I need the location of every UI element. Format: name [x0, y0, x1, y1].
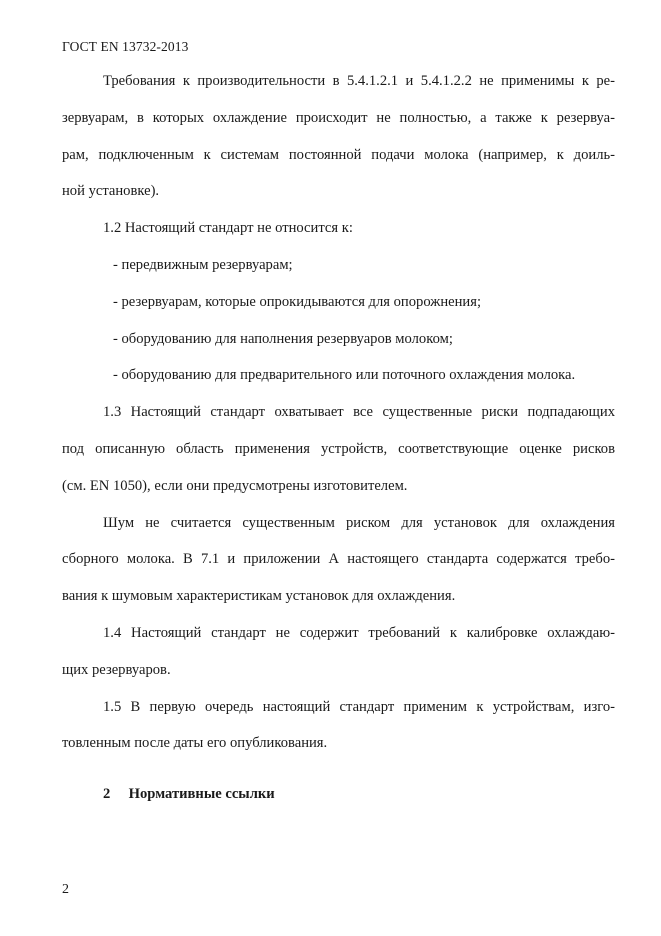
spacer: [62, 769, 615, 783]
text-line: 1.3 Настоящий стандарт охватывает все существенные риски подпадающих: [103, 404, 615, 421]
clause-1-2-intro: 1.2 Настоящий стандарт не относится к:: [103, 220, 353, 237]
text-line: сборного молока. В 7.1 и приложении А настоящего стандарта содержатся требо-: [62, 551, 615, 568]
page-body: [62, 70, 615, 813]
list-item: - оборудованию для предварительного или поточного охлаждения молока.: [113, 367, 576, 384]
text-line: зервуарам, в которых охлаждение происходит не полностью, а также к резервуа-: [62, 109, 615, 126]
text-line: Шум не считается существенным риском для установок для охлаждения: [103, 514, 615, 531]
text-line: ной установке).: [62, 183, 160, 200]
document-header: ГОСТ EN 13732-2013: [62, 39, 189, 54]
text-line: вания к шумовым характеристикам установок для охлаждения.: [62, 588, 456, 605]
list-item: - передвижным резервуарам;: [113, 256, 293, 273]
list-item: - резервуарам, которые опрокидываются для опорожнения;: [113, 293, 482, 310]
text-line: под описанную область применения устройств, соответствующие оценке рисков: [62, 440, 615, 457]
section-title: Нормативные ссылки: [128, 786, 275, 803]
text-line: 1.5 В первую очередь настоящий стандарт применим к устройствам, изго-: [103, 698, 615, 715]
text-line: щих резервуаров.: [62, 661, 171, 678]
section-number: 2: [103, 786, 111, 803]
text-line: товленным после даты его опубликования.: [62, 735, 328, 752]
text-line: рам, подключенным к системам постоянной подачи молока (например, к доиль-: [62, 146, 615, 163]
text-line: 1.4 Настоящий стандарт не содержит требований к калибровке охлаждаю-: [103, 624, 615, 641]
page-number: 2: [62, 882, 69, 897]
text-line: Требования к производительности в 5.4.1.2.1 и 5.4.1.2.2 не применимы к ре-: [103, 73, 615, 89]
section-heading: [62, 783, 615, 813]
text-line: (см. EN 1050), если они предусмотрены изготовителем.: [62, 477, 408, 494]
list-item: - оборудованию для наполнения резервуаров молоком;: [113, 330, 453, 347]
